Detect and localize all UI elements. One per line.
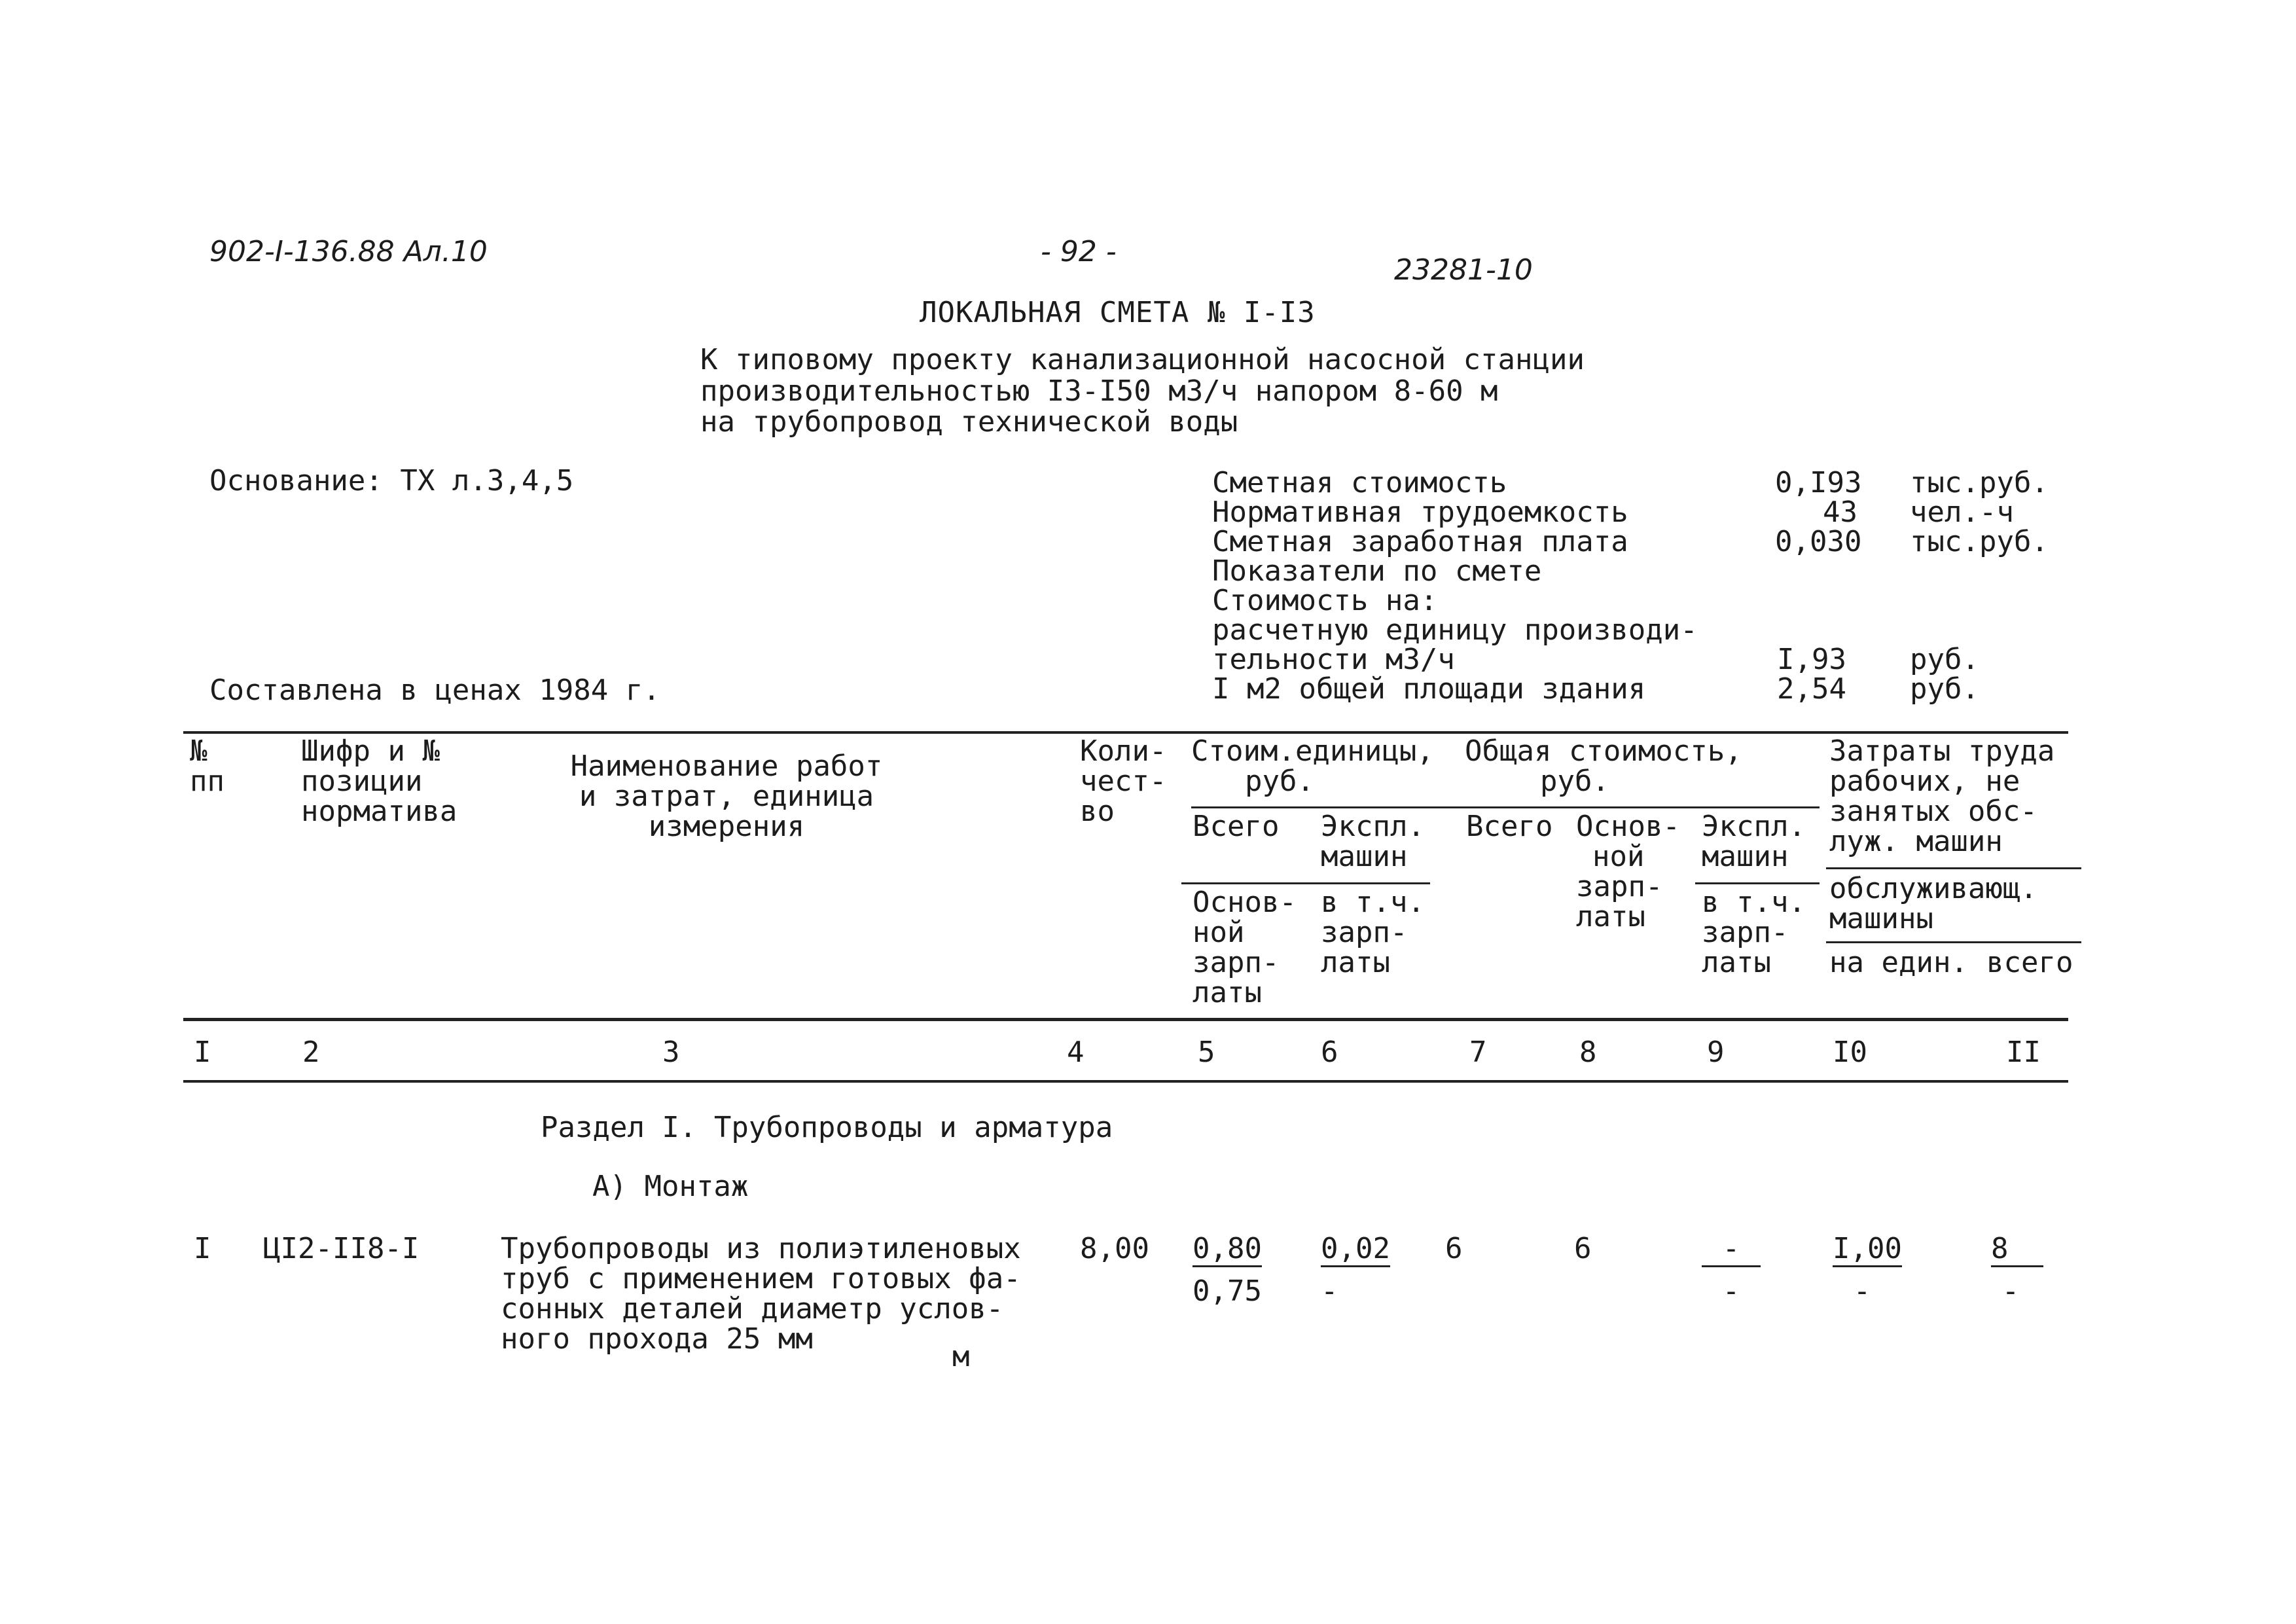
- summary-unit: руб.: [1910, 643, 1979, 676]
- column-number: II: [2006, 1036, 2041, 1069]
- col-code-header: Шифр и № позиции норматива: [301, 734, 457, 828]
- row-c5-top: 0,80: [1193, 1234, 1262, 1267]
- summary-unit: тыс.руб.: [1910, 466, 2049, 499]
- row-unit: м: [952, 1340, 970, 1373]
- row-c9-top: -: [1702, 1234, 1761, 1267]
- row-c9-bottom: -: [1722, 1274, 1740, 1308]
- column-number: 2: [302, 1036, 320, 1069]
- col-qty-header: Коли- чест- во: [1080, 734, 1167, 828]
- summary-label: расчетную единицу производи-: [1212, 613, 1698, 647]
- col7-vsego: Всего: [1466, 810, 1553, 843]
- subsection-title: А) Монтаж: [592, 1170, 749, 1203]
- summary-label: Показатели по смете: [1212, 554, 1542, 588]
- summary-value: 0,030: [1775, 525, 1862, 558]
- summary-label: Нормативная трудоемкость: [1212, 496, 1628, 529]
- column-number: I: [194, 1036, 211, 1069]
- col5-osnov-zarp: Основ- ной зарп- латы: [1193, 886, 1297, 1009]
- column-number: 3: [662, 1036, 680, 1069]
- column-numbers-rule: [183, 1080, 2068, 1083]
- column-number: 8: [1579, 1036, 1597, 1069]
- summary-unit: тыс.руб.: [1910, 525, 2049, 558]
- col5-6-subheader-rule: [1181, 882, 1430, 884]
- document-code: 902-I-136.88 Ал.10: [209, 235, 488, 268]
- summary-label: Сметная заработная плата: [1212, 525, 1628, 558]
- summary-label: I м2 общей площади здания: [1212, 672, 1646, 706]
- summary-unit: руб.: [1910, 672, 1979, 706]
- col5-vsego: Всего: [1193, 810, 1280, 843]
- row-c7: 6: [1445, 1232, 1463, 1265]
- estimate-title: ЛОКАЛЬНАЯ СМЕТА № I-I3: [920, 296, 1316, 329]
- row-number: I: [194, 1232, 211, 1265]
- summary-label: Стоимость на:: [1212, 584, 1438, 617]
- col9-vtch: в т.ч. зарп- латы: [1702, 886, 1806, 979]
- inventory-number: 23281-10: [1394, 253, 1533, 287]
- row-c11-bottom: -: [2001, 1274, 2020, 1308]
- col8-osnov: Основ- ной зарп- латы: [1576, 810, 1680, 933]
- labor-header: Затраты труда рабочих, не занятых обс- луж. машин: [1829, 734, 2055, 858]
- section-title: Раздел I. Трубопроводы и арматура: [541, 1111, 1113, 1144]
- row-c10-bottom: -: [1853, 1274, 1871, 1308]
- labor-na-edin: на един.: [1829, 946, 1968, 979]
- row-c6-top: 0,02: [1321, 1234, 1390, 1267]
- col6-ekspl: Экспл. машин: [1321, 810, 1425, 873]
- row-c6-bottom: -: [1321, 1274, 1338, 1308]
- summary-label: тельности м3/ч: [1212, 643, 1455, 676]
- summary-value: 43: [1823, 496, 1857, 529]
- column-number: I0: [1833, 1036, 1867, 1069]
- labor-obsluzh: обслуживающ. машины: [1829, 872, 2037, 935]
- col9-subheader-rule: [1695, 882, 1820, 884]
- col-num-header: № пп: [190, 734, 224, 798]
- basis-text: Основание: ТХ л.3,4,5: [209, 464, 574, 497]
- title-line-3: на трубопровод технической воды: [700, 405, 1238, 439]
- row-c10-top: I,00: [1833, 1234, 1902, 1267]
- col6-vtch: в т.ч. зарп- латы: [1321, 886, 1425, 979]
- total-cost-underline: [1695, 806, 1820, 808]
- col9-ekspl: Экспл. машин: [1702, 810, 1806, 873]
- prices-year-text: Составлена в ценах 1984 г.: [209, 674, 660, 707]
- row-c5-bottom: 0,75: [1193, 1274, 1262, 1308]
- unit-cost-header: Стоим.единицы, руб.: [1191, 734, 1434, 798]
- title-line-2: производительностью I3-I50 м3/ч напором 8-60 м: [700, 374, 1498, 408]
- row-c8: 6: [1574, 1232, 1592, 1265]
- labor-subheader-rule-2: [1826, 941, 2081, 943]
- summary-value: 2,54: [1777, 672, 1846, 706]
- column-number: 7: [1469, 1036, 1487, 1069]
- summary-value: I,93: [1777, 643, 1846, 676]
- row-c11-top: 8: [1991, 1234, 2043, 1267]
- summary-value: 0,I93: [1775, 466, 1862, 499]
- column-number: 6: [1321, 1036, 1338, 1069]
- column-number: 4: [1067, 1036, 1085, 1069]
- col-name-header: Наименование работ и затрат, единица измерения: [570, 749, 883, 843]
- column-number: 9: [1707, 1036, 1725, 1069]
- labor-vsego: всего: [1986, 946, 2073, 979]
- total-cost-header: Общая стоимость, руб.: [1465, 734, 1742, 798]
- summary-unit: чел.-ч: [1910, 496, 2014, 529]
- summary-label: Сметная стоимость: [1212, 466, 1507, 499]
- table-header-bottom-rule: [183, 1018, 2068, 1021]
- table-top-rule: [183, 731, 2068, 734]
- labor-subheader-rule: [1826, 867, 2081, 869]
- column-number: 5: [1198, 1036, 1215, 1069]
- row-qty: 8,00: [1080, 1232, 1149, 1265]
- unit-cost-underline: [1191, 806, 1728, 808]
- title-line-1: К типовому проекту канализационной насосной станции: [700, 343, 1585, 376]
- page-number: - 92 -: [1041, 235, 1117, 268]
- row-code: ЦI2-II8-I: [263, 1232, 420, 1265]
- row-name: Трубопроводы из полиэтиленовых труб с применением готовых фа- сонных деталей диаметр услов- ного прохода 25 мм: [501, 1232, 1021, 1356]
